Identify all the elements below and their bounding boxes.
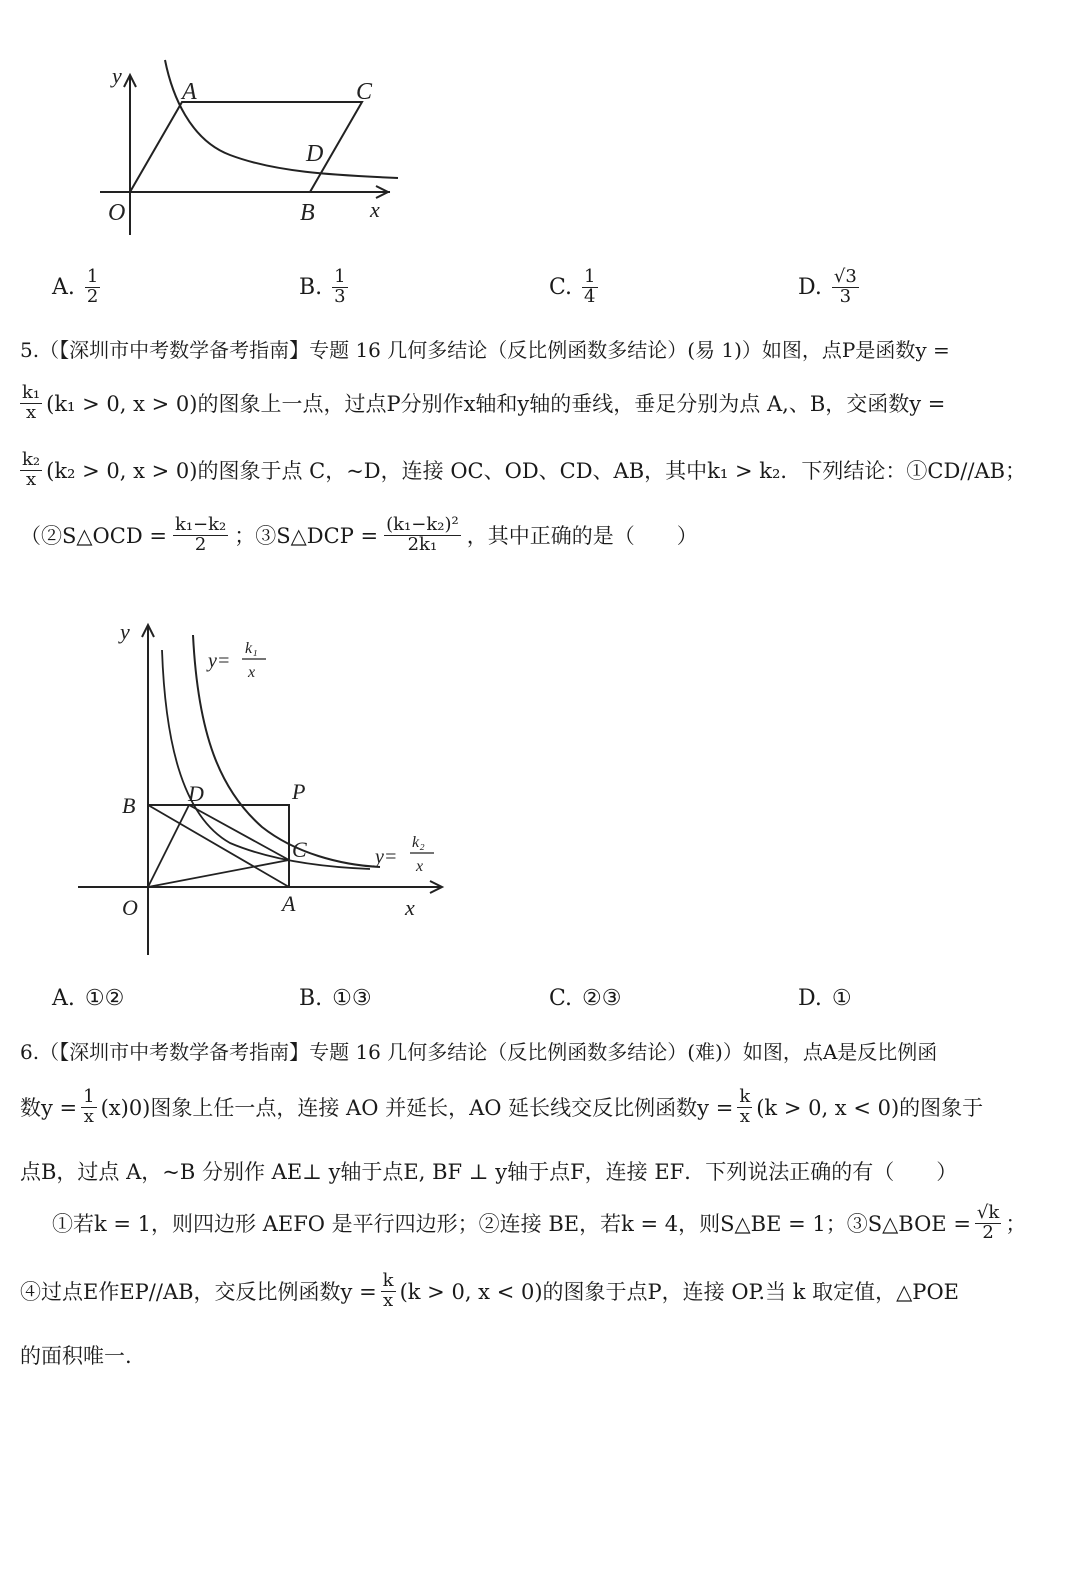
- q5-option-a[interactable]: [52, 986, 124, 1011]
- option-letter: C.: [549, 274, 573, 300]
- q5-line-3: [20, 451, 1026, 490]
- option-letter: D.: [798, 274, 822, 300]
- q5-option-b[interactable]: [299, 986, 372, 1011]
- q5-line-4: [20, 516, 698, 555]
- q6-line-2: [20, 1088, 983, 1127]
- figure-rectangle-hyperbolas: [70, 615, 450, 960]
- q5-option-c[interactable]: [549, 986, 622, 1011]
- figure-parallelogram: [90, 55, 420, 240]
- fraction: $\frac{k}{x}$: [739, 1086, 751, 1127]
- q5-line-4-c: ，其中正确的是（ ）: [466, 524, 698, 549]
- option-letter: A.: [52, 274, 75, 300]
- q6-line-1: 6.（【深圳市中考数学备考指南】专题 16 几何多结论（反比例函数多结论）(难)）如图，点A是反比例函: [20, 1040, 938, 1064]
- q6-line-4-b: ；: [1005, 1212, 1027, 1237]
- option-text: ①②: [84, 986, 125, 1011]
- q6-line-6: 的面积唯一.: [20, 1344, 132, 1368]
- point-d-label: D: [306, 141, 324, 167]
- q5-line-4-b: ；③S△DCP =: [234, 524, 379, 549]
- q4-option-a[interactable]: [52, 268, 100, 307]
- origin-label: O: [108, 200, 126, 226]
- x-axis-label: x: [370, 197, 380, 222]
- curve1-prefix: y=: [208, 650, 231, 672]
- fraction: $\frac{\text{k₁}}{x}$: [22, 382, 41, 423]
- curve1-numerator: k₁: [245, 640, 258, 657]
- fraction: $\frac{\text{k₁−k₂}}{2}$: [174, 514, 227, 555]
- q6-line-4: [52, 1204, 1026, 1243]
- point-c-label: C: [356, 79, 373, 105]
- curve-k2-upper: [162, 650, 370, 869]
- curve1-denominator: x: [248, 664, 256, 681]
- option-text: ①③: [332, 986, 372, 1011]
- q5-line-4-a: （②S△OCD =: [20, 524, 167, 549]
- segment-cd: [189, 805, 289, 860]
- parallelogram-oacb: [130, 102, 362, 192]
- point-a-label: A: [182, 79, 197, 105]
- option-fraction: $\frac{1}{3}$: [334, 266, 346, 307]
- q6-line-4-a: ①若k = 1，则四边形 AEFO 是平行四边形；②连接 BE，若k = 4，则S△BE = 1；③S△BOE =: [52, 1212, 971, 1237]
- fraction: $\frac{\text{k₂}}{x}$: [22, 449, 41, 490]
- q5-line-2: [20, 384, 945, 423]
- segment-oc: [148, 860, 289, 887]
- curve2-prefix: y=: [375, 846, 398, 868]
- hyperbola-curve: [165, 60, 398, 178]
- point-p-label: P: [292, 779, 306, 804]
- q6-line-2-c: (k > 0, x < 0)的图象于: [756, 1096, 984, 1121]
- option-text: ①: [831, 986, 852, 1011]
- curve2-denominator: x: [416, 858, 424, 875]
- q5-line-1: 5.（【深圳市中考数学备考指南】专题 16 几何多结论（反比例函数多结论）(易 1)）如图，点P是函数y =: [20, 338, 950, 362]
- q6-line-5-b: (k > 0, x < 0)的图象于点P，连接 OP.当 k 取定值，△POE: [399, 1280, 959, 1305]
- fraction: $\frac{1}{x}$: [83, 1086, 95, 1127]
- fraction: $\frac{k}{x}$: [382, 1270, 394, 1311]
- option-text: ②③: [582, 986, 622, 1011]
- q5-line-3-text: (k₂ > 0, x > 0)的图象于点 C，~D，连接 OC、OD、CD、AB，其中k₁ > k₂．下列结论：①CD//AB；: [46, 459, 1027, 484]
- q6-line-2-a: 数y =: [20, 1096, 78, 1121]
- option-letter: B.: [299, 986, 323, 1011]
- y-axis-label: y: [112, 63, 122, 88]
- q6-line-3: 点B，过点 A，~B 分别作 AE⊥ y轴于点E, BF ⊥ y轴于点F，连接 EF．下列说法正确的有（ ）: [20, 1160, 958, 1184]
- option-letter: B.: [299, 274, 323, 300]
- y-axis-label: y: [120, 619, 130, 644]
- q6-line-2-b: (x)0)图象上任一点，连接 AO 并延长，AO 延长线交反比例函数y =: [100, 1096, 734, 1121]
- q6-line-5-a: ④过点E作EP//AB，交反比例函数y =: [20, 1280, 377, 1305]
- point-a-label: A: [282, 891, 296, 916]
- curve2-numerator: k₂: [412, 834, 425, 851]
- origin-label: O: [122, 895, 138, 920]
- q4-option-d[interactable]: [798, 268, 859, 307]
- option-letter: D.: [798, 986, 822, 1011]
- point-c-label: C: [292, 837, 307, 862]
- option-fraction: $\frac{√3}{3}$: [833, 266, 857, 307]
- option-letter: A.: [52, 986, 75, 1011]
- point-d-label: D: [188, 781, 204, 806]
- q5-option-d[interactable]: [798, 986, 852, 1011]
- option-fraction: $\frac{1}{4}$: [584, 266, 596, 307]
- point-b-label: B: [300, 200, 315, 226]
- x-axis-label: x: [405, 895, 415, 920]
- q4-option-b[interactable]: [299, 268, 348, 307]
- point-b-label: B: [122, 793, 136, 818]
- q6-line-5: [20, 1272, 959, 1311]
- fraction: $\frac{√k}{2}$: [976, 1202, 1000, 1243]
- q4-option-c[interactable]: [549, 268, 598, 307]
- option-letter: C.: [549, 986, 573, 1011]
- fraction: $\frac{\text{(k₁−k₂)²}}{\text{2k₁}}$: [386, 514, 459, 555]
- option-fraction: $\frac{1}{2}$: [86, 266, 99, 307]
- q5-line-2-text: (k₁ > 0, x > 0)的图象上一点，过点P分别作x轴和y轴的垂线，垂足分别为点 A,、B，交函数y =: [46, 392, 946, 417]
